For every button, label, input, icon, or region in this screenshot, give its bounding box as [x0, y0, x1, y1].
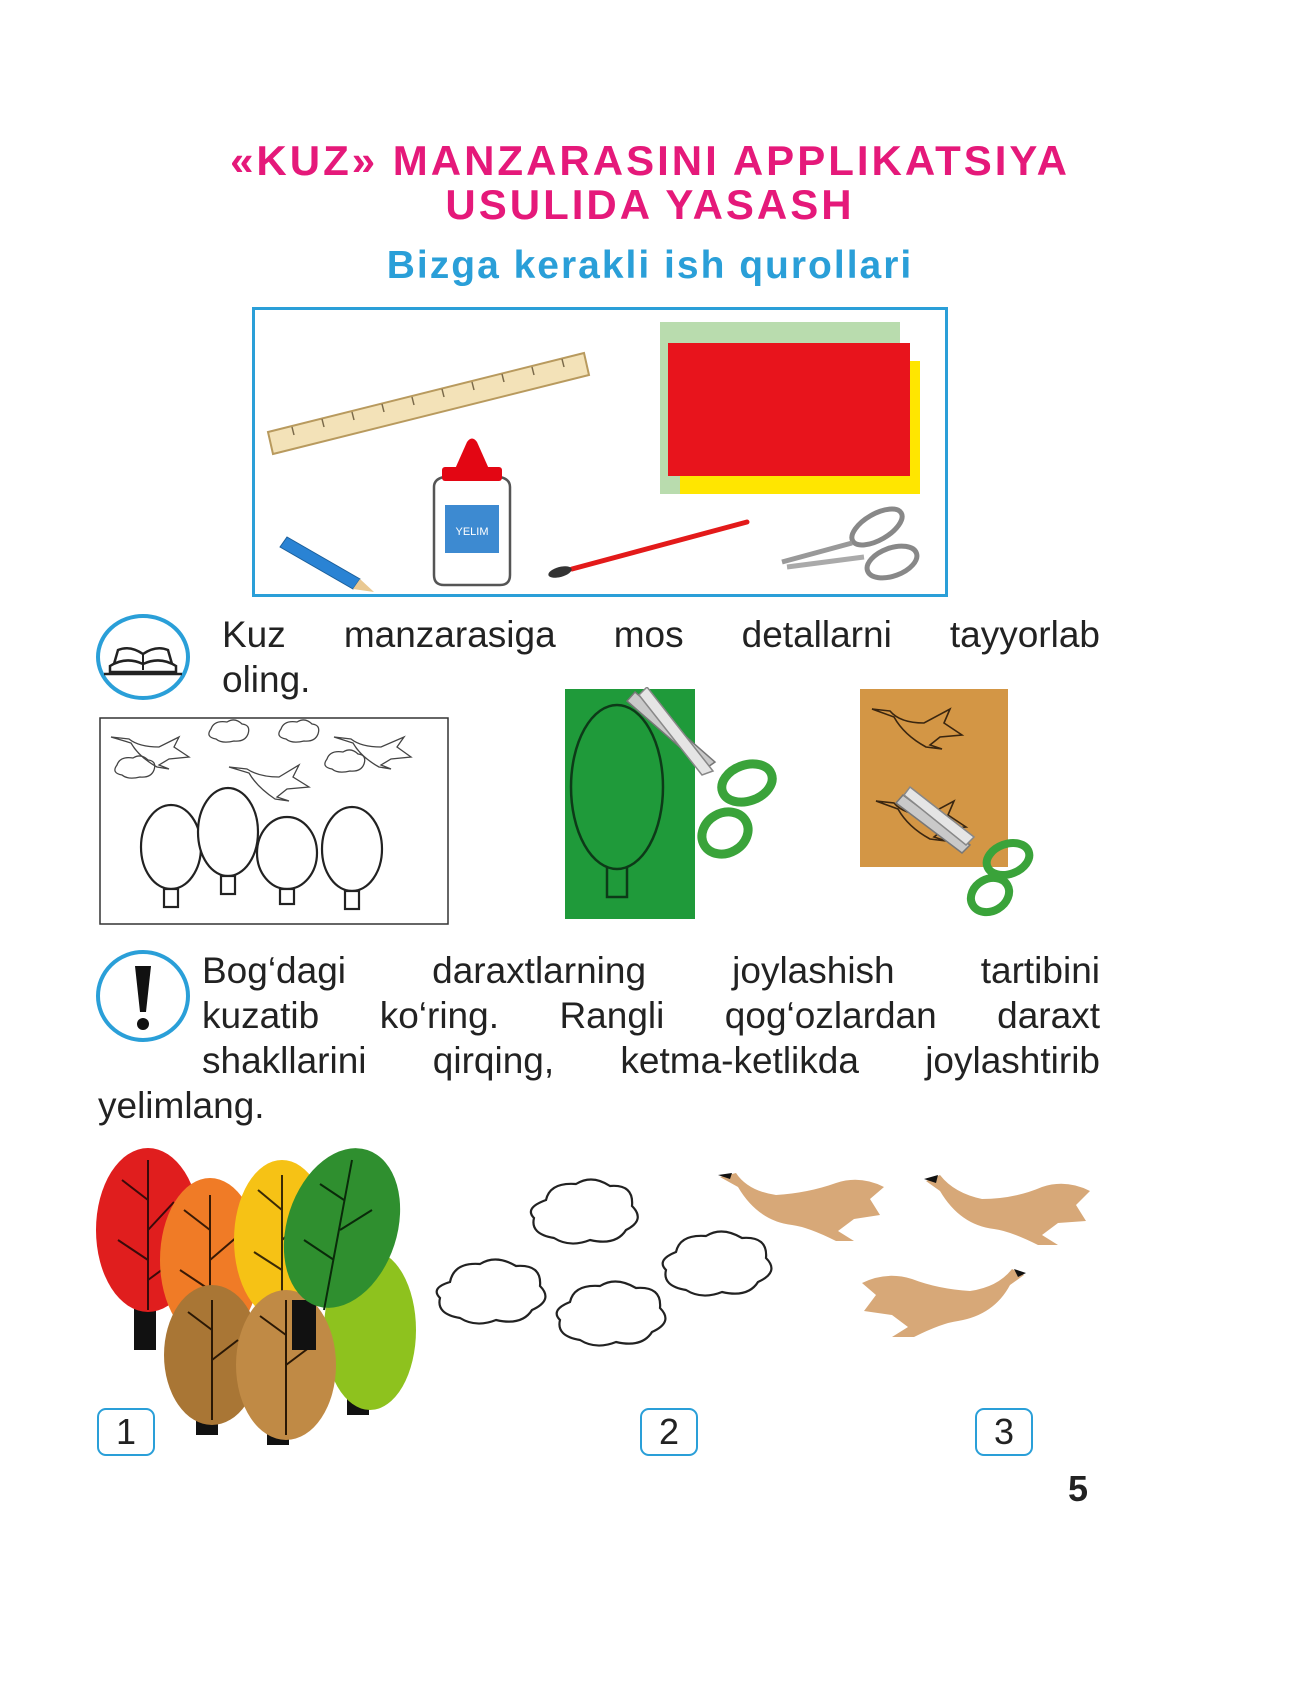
cloud-icon: [437, 1259, 546, 1323]
goose-icon: [926, 1175, 1090, 1245]
instruction-2-line2: kuzatib ko‘ring. Rangli qog‘ozlardan daraxt: [202, 995, 1100, 1036]
autumn-trees-illustration: [92, 1140, 422, 1445]
cloud-icon: [557, 1281, 666, 1345]
tree-outline-icon: [257, 817, 317, 889]
green-paper-cutting: [565, 687, 805, 922]
tree-outline-icon: [141, 805, 201, 889]
cloud-icon: [531, 1179, 638, 1243]
glue-label: YELIM: [455, 526, 489, 538]
page-title-line2: USULIDA YASASH: [445, 181, 855, 228]
instruction-2-tail: [98, 1083, 498, 1128]
tools-subtitle: Bizga kerakli ish qurollari: [386, 244, 914, 287]
goose-icon: [862, 1269, 1024, 1337]
instruction-1-line1: Kuz manzarasiga mos detallarni tayyorlab: [222, 614, 1100, 655]
tree-brown-right: [236, 1290, 336, 1445]
attention-icon: [94, 948, 192, 1044]
template-sheet: [99, 717, 449, 925]
book-icon: [94, 612, 192, 702]
instruction-1-line2: oling.: [222, 659, 311, 700]
instruction-2-line3: shakllarini qirqing, ketma-ketlikda joylashtirib: [202, 1040, 1100, 1081]
page-title-line1: «KUZ» MANZARASINI APPLIKATSIYA: [230, 137, 1070, 184]
label-3: 3: [975, 1408, 1033, 1456]
instruction-2: [202, 948, 1100, 1083]
goose-icon: [720, 1173, 884, 1241]
geese-illustration: [718, 1165, 1100, 1365]
instruction-2-line4: yelimlang.: [98, 1085, 265, 1126]
brown-paper-cutting: [858, 687, 1048, 922]
tree-outline-icon: [198, 788, 258, 876]
instruction-2-line1: Bog‘dagi daraxtlarning joylashish tartibini: [202, 950, 1100, 991]
page-number: 5: [1068, 1468, 1089, 1509]
tree-outline-icon: [322, 807, 382, 891]
colored-paper-icon: [660, 322, 920, 494]
tools-illustration: [252, 307, 948, 597]
label-2: 2: [640, 1408, 698, 1456]
label-1: 1: [97, 1408, 155, 1456]
